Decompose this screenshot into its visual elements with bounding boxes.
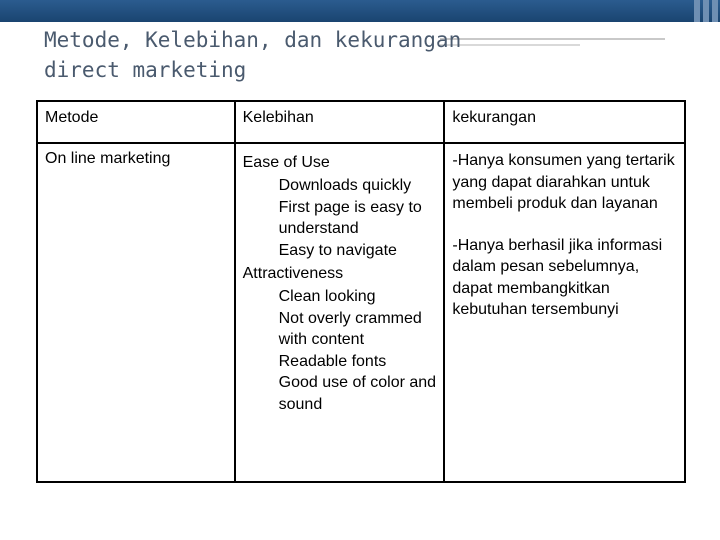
kelebihan-item: Not overly crammed with content (278, 309, 422, 348)
cell-metode: On line marketing (37, 143, 235, 482)
comparison-table (36, 100, 686, 483)
table-row (37, 143, 685, 482)
cell-kelebihan (235, 143, 445, 482)
slide-title-line1: Metode, Kelebihan, dan kekurangan (44, 28, 462, 52)
slide-title (44, 25, 644, 85)
header-kelebihan: Kelebihan (235, 101, 445, 143)
header-kekurangan: kekurangan (444, 101, 685, 143)
header-metode: Metode (37, 101, 235, 143)
kekurangan-point: -Hanya berhasil jika informasi dalam pesan sebelumnya, dapat membangkitkan kebutuhan tersembunyi (452, 236, 663, 318)
bar-stripe (694, 0, 700, 22)
kelebihan-item: Easy to navigate (278, 241, 397, 259)
kelebihan-item: First page is easy to understand (278, 198, 422, 237)
table-header-row (37, 101, 685, 143)
kelebihan-item: Good use of color and sound (278, 374, 437, 413)
kelebihan-category: Ease of Use (242, 154, 330, 171)
slide-title-line2: direct marketing (44, 58, 247, 82)
kelebihan-item: Downloads quickly (278, 177, 412, 194)
kelebihan-item: Readable fonts (278, 352, 387, 370)
kelebihan-item: Clean looking (278, 288, 376, 305)
bar-stripe (703, 0, 709, 22)
bar-stripe (712, 0, 718, 22)
bar-stripes (678, 0, 720, 22)
top-decorative-bar (0, 0, 720, 22)
kelebihan-category: Attractiveness (242, 265, 344, 282)
kekurangan-point: -Hanya konsumen yang tertarik yang dapat diarahkan untuk membeli produk dan layanan (452, 152, 675, 212)
cell-kekurangan (444, 143, 685, 482)
